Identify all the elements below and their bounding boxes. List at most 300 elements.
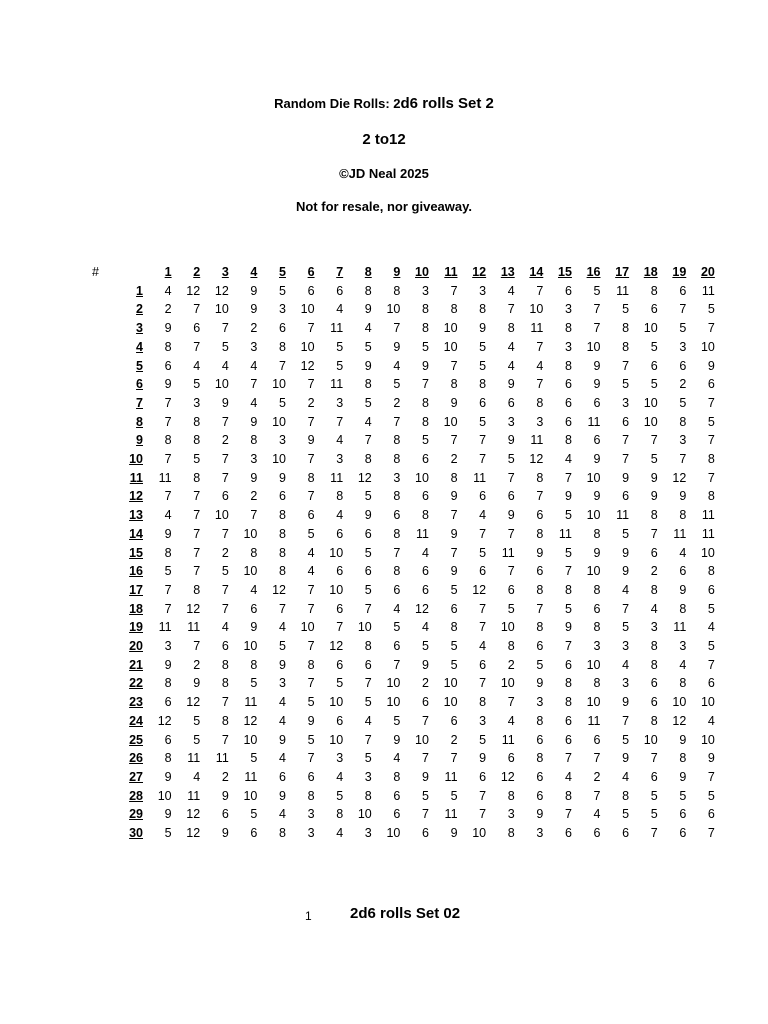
roll-cell: 8 <box>307 657 315 672</box>
roll-cell: 8 <box>593 582 601 597</box>
roll-cell: 5 <box>650 788 658 803</box>
roll-cell: 11 <box>187 751 201 766</box>
roll-cell: 3 <box>536 414 544 429</box>
roll-cell: 2 <box>679 377 687 392</box>
roll-cell: 6 <box>707 807 715 822</box>
roll-cell: 11 <box>158 470 172 485</box>
roll-cell: 9 <box>250 302 258 317</box>
roll-cell: 4 <box>622 769 630 784</box>
roll-cell: 2 <box>164 302 172 317</box>
roll-cell: 4 <box>393 601 401 616</box>
row-spacer <box>92 300 108 319</box>
roll-cell: 9 <box>679 582 687 597</box>
roll-cell: 4 <box>193 358 201 373</box>
roll-cell: 4 <box>279 751 286 766</box>
roll-cell: 6 <box>650 769 658 784</box>
roll-cell: 9 <box>622 545 630 560</box>
roll-cell: 7 <box>479 676 487 691</box>
roll-cell: 3 <box>279 676 286 691</box>
roll-cell: 7 <box>479 452 487 467</box>
roll-cell: 11 <box>530 321 544 336</box>
roll-cell: 11 <box>187 788 201 803</box>
roll-cell: 6 <box>564 395 572 410</box>
roll-cell: 5 <box>622 377 630 392</box>
row-label: 28 <box>129 788 143 803</box>
roll-cell: 5 <box>479 339 487 354</box>
roll-cell: 2 <box>221 769 229 784</box>
roll-cell: 6 <box>707 582 715 597</box>
resale-notice: Not for resale, nor giveaway. <box>295 199 473 214</box>
roll-cell: 7 <box>307 452 315 467</box>
row-spacer <box>92 450 108 469</box>
roll-cell: 7 <box>307 676 315 691</box>
roll-cell: 7 <box>450 545 458 560</box>
column-header: 5 <box>279 265 286 279</box>
roll-cell: 9 <box>279 732 286 747</box>
row-spacer <box>92 469 108 488</box>
roll-cell: 4 <box>507 339 515 354</box>
roll-cell: 5 <box>707 788 715 803</box>
roll-cell: 7 <box>364 732 372 747</box>
row-spacer <box>92 375 108 394</box>
roll-cell: 8 <box>679 601 687 616</box>
roll-cell: 6 <box>193 321 201 336</box>
table-row <box>92 787 715 806</box>
table-row <box>92 375 715 394</box>
roll-cell: 6 <box>336 283 344 298</box>
roll-cell: 8 <box>393 452 401 467</box>
roll-cell: 9 <box>450 395 458 410</box>
roll-cell: 8 <box>650 639 658 654</box>
roll-cell: 9 <box>679 732 687 747</box>
roll-cell: 10 <box>243 639 258 654</box>
roll-cell: 10 <box>243 564 258 579</box>
roll-cell: 9 <box>221 826 229 841</box>
roll-cell: 8 <box>479 695 487 710</box>
roll-cell: 9 <box>479 321 487 336</box>
roll-cell: 5 <box>164 564 172 579</box>
roll-cell: 5 <box>622 732 630 747</box>
roll-cell: 5 <box>650 339 658 354</box>
table-row <box>92 450 715 469</box>
table-row <box>92 394 715 413</box>
column-header: 7 <box>336 265 344 279</box>
table-row <box>92 637 715 656</box>
roll-cell: 10 <box>586 339 601 354</box>
roll-cell: 10 <box>243 526 258 541</box>
roll-cell: 10 <box>643 395 658 410</box>
row-label: 13 <box>129 508 143 523</box>
roll-cell: 10 <box>329 545 344 560</box>
column-header: 20 <box>700 265 715 279</box>
roll-cell: 7 <box>193 489 201 504</box>
roll-cell: 5 <box>479 545 487 560</box>
roll-cell: 12 <box>186 826 201 841</box>
roll-cell: 7 <box>221 526 229 541</box>
roll-cell: 5 <box>364 695 372 710</box>
table-row <box>92 525 715 544</box>
roll-cell: 7 <box>707 433 715 448</box>
roll-cell: 3 <box>307 826 315 841</box>
roll-cell: 7 <box>250 377 258 392</box>
roll-cell: 12 <box>415 601 429 616</box>
roll-cell: 8 <box>593 620 601 635</box>
roll-cell: 7 <box>593 788 601 803</box>
roll-cell: 4 <box>622 582 630 597</box>
roll-cell: 9 <box>393 732 401 747</box>
roll-cell: 12 <box>300 358 315 373</box>
roll-cell: 7 <box>164 414 172 429</box>
roll-cell: 5 <box>364 751 372 766</box>
roll-cell: 5 <box>507 601 515 616</box>
row-spacer <box>92 282 108 301</box>
roll-cell: 11 <box>330 470 344 485</box>
roll-cell: 3 <box>393 470 401 485</box>
roll-cell: 6 <box>650 695 658 710</box>
roll-cell: 7 <box>307 414 315 429</box>
row-spacer <box>92 693 108 712</box>
roll-cell: 7 <box>650 826 658 841</box>
roll-cell: 6 <box>479 657 487 672</box>
roll-cell: 7 <box>450 358 458 373</box>
row-label: 29 <box>129 807 143 822</box>
roll-cell: 7 <box>307 582 315 597</box>
roll-cell: 6 <box>679 564 687 579</box>
roll-cell: 7 <box>393 321 401 336</box>
roll-cell: 12 <box>157 713 172 728</box>
roll-cell: 6 <box>421 826 429 841</box>
roll-cell: 5 <box>564 601 572 616</box>
roll-cell: 12 <box>243 713 258 728</box>
roll-cell: 2 <box>650 564 658 579</box>
roll-cell: 7 <box>622 452 630 467</box>
row-label: 18 <box>129 601 143 616</box>
roll-cell: 10 <box>586 508 601 523</box>
table-row <box>92 674 715 693</box>
title-set-name: d6 rolls Set 2 <box>400 95 494 112</box>
roll-cell: 8 <box>393 769 401 784</box>
roll-cell: 9 <box>393 339 401 354</box>
roll-cell: 3 <box>364 769 372 784</box>
roll-cell: 7 <box>307 489 315 504</box>
roll-cell: 7 <box>564 564 572 579</box>
roll-cell: 6 <box>593 395 601 410</box>
roll-cell: 5 <box>164 826 172 841</box>
roll-cell: 7 <box>164 452 172 467</box>
roll-cell: 6 <box>421 582 429 597</box>
roll-cell: 8 <box>164 433 172 448</box>
roll-cell: 6 <box>536 508 544 523</box>
roll-cell: 10 <box>472 826 487 841</box>
roll-cell: 8 <box>479 377 487 392</box>
roll-cell: 7 <box>193 508 201 523</box>
roll-cell: 11 <box>473 470 487 485</box>
roll-cell: 8 <box>336 807 344 822</box>
roll-cell: 6 <box>393 582 401 597</box>
roll-cell: 8 <box>421 395 429 410</box>
roll-cell: 12 <box>529 452 544 467</box>
table-row <box>92 656 715 675</box>
roll-cell: 7 <box>336 414 344 429</box>
roll-cell: 8 <box>679 414 687 429</box>
roll-cell: 3 <box>164 639 172 654</box>
roll-cell: 7 <box>564 639 572 654</box>
roll-cell: 6 <box>421 452 429 467</box>
roll-cell: 3 <box>479 713 487 728</box>
roll-cell: 5 <box>450 657 458 672</box>
roll-cell: 5 <box>536 657 544 672</box>
roll-cell: 6 <box>307 283 315 298</box>
roll-cell: 6 <box>307 508 315 523</box>
column-header: 6 <box>307 265 315 279</box>
roll-cell: 8 <box>279 826 286 841</box>
roll-cell: 4 <box>564 769 572 784</box>
roll-cell: 3 <box>250 452 258 467</box>
roll-cell: 4 <box>307 545 315 560</box>
roll-cell: 6 <box>479 395 487 410</box>
roll-cell: 4 <box>164 283 172 298</box>
roll-cell: 7 <box>593 302 601 317</box>
roll-cell: 7 <box>479 788 487 803</box>
roll-cell: 10 <box>386 826 401 841</box>
roll-cell: 7 <box>193 526 201 541</box>
roll-cell: 4 <box>250 395 258 410</box>
roll-cell: 9 <box>622 564 630 579</box>
roll-cell: 11 <box>558 526 572 541</box>
roll-cell: 10 <box>443 676 458 691</box>
roll-cell: 7 <box>707 470 715 485</box>
row-label: 19 <box>129 620 143 635</box>
title-prefix: Random Die Rolls: 2 <box>274 96 401 111</box>
roll-cell: 11 <box>616 283 630 298</box>
roll-cell: 2 <box>507 657 515 672</box>
roll-cell: 7 <box>507 470 515 485</box>
roll-cell: 7 <box>479 807 487 822</box>
roll-cell: 3 <box>679 639 687 654</box>
row-label: 25 <box>129 732 143 747</box>
row-spacer <box>92 357 108 376</box>
roll-cell: 4 <box>279 620 286 635</box>
roll-cell: 7 <box>707 657 715 672</box>
table-row <box>92 487 715 506</box>
roll-cell: 6 <box>336 601 344 616</box>
roll-cell: 7 <box>507 526 515 541</box>
roll-cell: 9 <box>507 508 515 523</box>
roll-cell: 10 <box>214 302 229 317</box>
roll-cell: 7 <box>393 414 401 429</box>
row-spacer <box>92 637 108 656</box>
roll-cell: 6 <box>221 489 229 504</box>
roll-cell: 7 <box>221 414 229 429</box>
row-spacer <box>92 712 108 731</box>
column-header: 18 <box>643 265 658 279</box>
roll-cell: 4 <box>421 545 429 560</box>
roll-cell: 5 <box>650 377 658 392</box>
roll-cell: 10 <box>214 377 229 392</box>
roll-cell: 12 <box>186 695 201 710</box>
roll-cell: 6 <box>250 826 258 841</box>
roll-cell: 8 <box>450 620 458 635</box>
roll-cell: 3 <box>193 395 201 410</box>
roll-cell: 7 <box>221 695 229 710</box>
roll-cell: 3 <box>622 639 630 654</box>
roll-cell: 9 <box>679 489 687 504</box>
roll-cell: 8 <box>536 582 544 597</box>
roll-cell: 10 <box>500 676 515 691</box>
roll-cell: 8 <box>650 657 658 672</box>
roll-cell: 4 <box>336 433 344 448</box>
column-header: 9 <box>393 265 401 279</box>
column-header: 2 <box>193 265 201 279</box>
roll-cell: 9 <box>250 470 258 485</box>
roll-cell: 8 <box>650 582 658 597</box>
roll-cell: 11 <box>701 508 715 523</box>
roll-cell: 5 <box>307 526 315 541</box>
roll-cell: 6 <box>279 321 286 336</box>
roll-cell: 3 <box>250 339 258 354</box>
roll-cell: 6 <box>622 489 630 504</box>
roll-cell: 10 <box>586 564 601 579</box>
roll-cell: 2 <box>193 657 201 672</box>
roll-cell: 9 <box>421 657 429 672</box>
row-label: 4 <box>136 339 143 354</box>
roll-cell: 8 <box>193 414 201 429</box>
table-row <box>92 544 715 563</box>
roll-cell: 9 <box>421 358 429 373</box>
roll-cell: 8 <box>279 545 286 560</box>
roll-cell: 7 <box>564 807 572 822</box>
row-spacer <box>92 600 108 619</box>
row-label: 8 <box>136 414 143 429</box>
roll-cell: 3 <box>336 751 344 766</box>
roll-cell: 5 <box>364 395 372 410</box>
roll-cell: 12 <box>186 283 201 298</box>
roll-cell: 6 <box>650 545 658 560</box>
roll-cell: 10 <box>243 732 258 747</box>
row-label: 23 <box>129 695 143 710</box>
roll-cell: 6 <box>707 676 715 691</box>
roll-cell: 9 <box>707 751 715 766</box>
row-spacer <box>92 487 108 506</box>
roll-cell: 11 <box>501 545 515 560</box>
table-body <box>92 282 715 843</box>
roll-cell: 11 <box>244 695 258 710</box>
roll-cell: 9 <box>622 751 630 766</box>
roll-cell: 8 <box>564 358 572 373</box>
roll-cell: 3 <box>507 414 515 429</box>
roll-cell: 6 <box>622 826 630 841</box>
roll-cell: 10 <box>529 302 544 317</box>
roll-cell: 12 <box>214 283 229 298</box>
roll-cell: 4 <box>507 713 515 728</box>
roll-cell: 7 <box>421 713 429 728</box>
roll-cell: 10 <box>443 339 458 354</box>
roll-cell: 12 <box>672 713 687 728</box>
table-row <box>92 749 715 768</box>
roll-cell: 5 <box>421 339 429 354</box>
roll-cell: 7 <box>622 601 630 616</box>
page-number: 1 <box>305 909 312 923</box>
row-label: 21 <box>129 657 143 672</box>
roll-cell: 10 <box>443 321 458 336</box>
roll-cell: 4 <box>507 358 515 373</box>
row-label: 14 <box>129 526 143 541</box>
roll-cell: 7 <box>193 564 201 579</box>
roll-cell: 5 <box>450 582 458 597</box>
roll-cell: 6 <box>307 769 315 784</box>
roll-cell: 4 <box>564 452 572 467</box>
roll-cell: 5 <box>364 545 372 560</box>
roll-cell: 8 <box>479 302 487 317</box>
roll-cell: 7 <box>421 751 429 766</box>
roll-cell: 8 <box>593 526 601 541</box>
roll-cell: 6 <box>421 695 429 710</box>
roll-cell: 6 <box>221 807 229 822</box>
roll-cell: 7 <box>193 339 201 354</box>
table-row <box>92 768 715 787</box>
roll-cell: 7 <box>364 433 372 448</box>
roll-cell: 7 <box>622 713 630 728</box>
roll-cell: 5 <box>593 283 601 298</box>
column-header: 3 <box>221 265 229 279</box>
roll-cell: 10 <box>300 620 315 635</box>
header-spacer <box>108 263 143 282</box>
roll-cell: 9 <box>279 657 286 672</box>
roll-cell: 5 <box>364 339 372 354</box>
column-header: 12 <box>472 265 487 279</box>
roll-cell: 4 <box>336 508 344 523</box>
roll-cell: 7 <box>421 807 429 822</box>
roll-cell: 6 <box>564 283 572 298</box>
roll-cell: 11 <box>673 526 687 541</box>
roll-cell: 8 <box>221 713 229 728</box>
roll-cell: 6 <box>679 358 687 373</box>
roll-cell: 9 <box>564 489 572 504</box>
roll-cell: 7 <box>507 302 515 317</box>
roll-cell: 5 <box>364 489 372 504</box>
roll-cell: 6 <box>622 414 630 429</box>
roll-cell: 6 <box>364 564 372 579</box>
roll-cell: 8 <box>679 751 687 766</box>
roll-cell: 8 <box>536 713 544 728</box>
row-label: 27 <box>129 769 143 784</box>
roll-cell: 8 <box>164 751 172 766</box>
row-spacer <box>92 506 108 525</box>
roll-cell: 2 <box>450 732 458 747</box>
roll-cell: 7 <box>364 676 372 691</box>
roll-cell: 5 <box>450 788 458 803</box>
roll-cell: 9 <box>421 769 429 784</box>
roll-cell: 7 <box>593 321 601 336</box>
roll-cell: 3 <box>622 395 630 410</box>
roll-cell: 7 <box>221 452 229 467</box>
dice-roll-table <box>92 263 715 843</box>
roll-cell: 8 <box>221 657 229 672</box>
roll-cell: 9 <box>450 489 458 504</box>
roll-cell: 5 <box>679 395 687 410</box>
roll-cell: 4 <box>421 620 429 635</box>
roll-cell: 7 <box>479 433 487 448</box>
roll-cell: 6 <box>564 657 572 672</box>
roll-cell: 11 <box>415 526 429 541</box>
row-spacer <box>92 731 108 750</box>
roll-cell: 9 <box>507 377 515 392</box>
roll-cell: 7 <box>479 620 487 635</box>
column-header: 16 <box>586 265 601 279</box>
roll-cell: 4 <box>279 695 286 710</box>
roll-cell: 7 <box>164 582 172 597</box>
roll-cell: 7 <box>279 601 286 616</box>
